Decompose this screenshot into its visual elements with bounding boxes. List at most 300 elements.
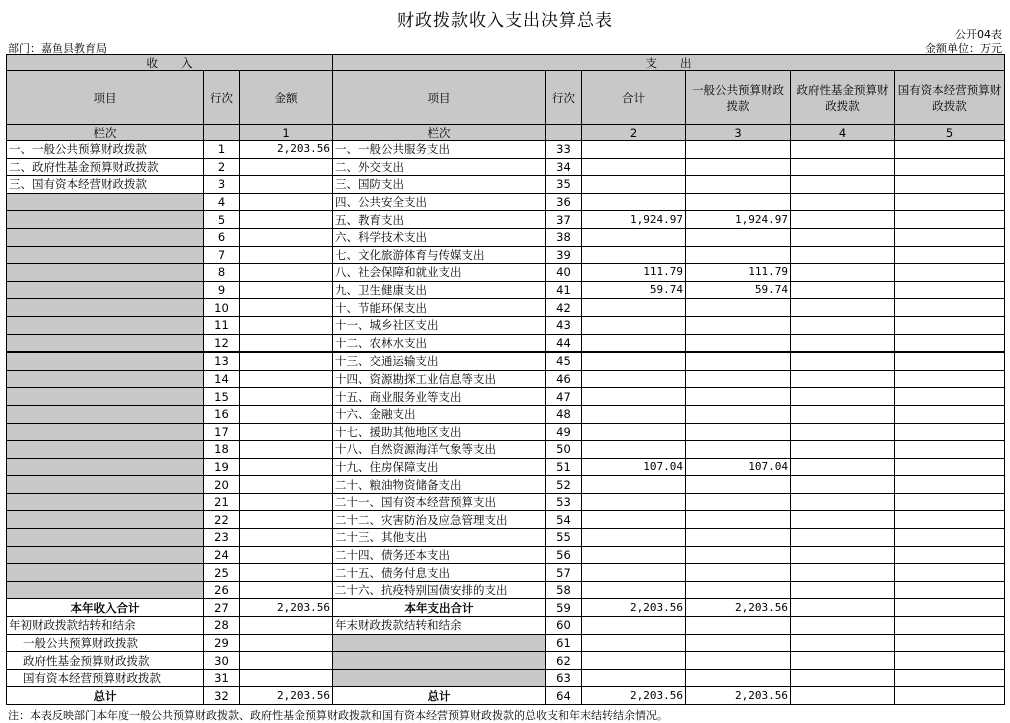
state-capital-cell	[895, 458, 1005, 476]
expense-total-cell	[582, 546, 686, 564]
general-budget-cell	[686, 652, 791, 670]
expense-row-no-header: 行次	[546, 71, 582, 125]
state-capital-cell	[895, 669, 1005, 687]
state-capital-cell	[895, 441, 1005, 459]
general-budget-cell	[686, 176, 791, 194]
expense-row-no-cell: 63	[546, 669, 582, 687]
expense-total-cell	[582, 334, 686, 352]
income-item-cell	[7, 193, 204, 211]
fund-budget-cell	[791, 687, 895, 705]
header-row-sections	[7, 55, 1005, 71]
income-amount-cell	[240, 158, 333, 176]
header-row-col-index	[7, 125, 1005, 141]
income-amount-cell	[240, 458, 333, 476]
col-label-income: 栏次	[7, 125, 204, 141]
state-capital-cell	[895, 405, 1005, 423]
fund-budget-cell	[791, 652, 895, 670]
expense-item-cell: 十三、交通运输支出	[333, 352, 546, 370]
income-item-cell: 本年收入合计	[7, 599, 204, 617]
expense-item-cell: 十一、城乡社区支出	[333, 316, 546, 334]
state-capital-cell	[895, 370, 1005, 388]
income-row-no-cell: 4	[204, 193, 240, 211]
expense-item-cell: 三、国防支出	[333, 176, 546, 194]
income-row-no-cell: 11	[204, 316, 240, 334]
expense-total-cell	[582, 158, 686, 176]
expense-total-cell	[582, 299, 686, 317]
general-budget-header: 一般公共预算财政拨款	[686, 71, 791, 125]
income-amount-cell	[240, 405, 333, 423]
expense-row-no-cell: 47	[546, 388, 582, 406]
form-code: 公开04表	[955, 28, 1002, 41]
state-capital-cell	[895, 617, 1005, 635]
income-item-cell: 二、政府性基金预算财政拨款	[7, 158, 204, 176]
expense-row-no-cell: 43	[546, 316, 582, 334]
expense-row-no-cell: 50	[546, 441, 582, 459]
expense-item-cell: 二、外交支出	[333, 158, 546, 176]
income-row-no-cell: 8	[204, 264, 240, 282]
expense-row-no-cell: 54	[546, 511, 582, 529]
fund-budget-cell	[791, 476, 895, 494]
general-budget-cell	[686, 299, 791, 317]
fund-budget-cell	[791, 158, 895, 176]
state-capital-cell	[895, 141, 1005, 159]
general-budget-cell	[686, 441, 791, 459]
expense-item-cell: 十、节能环保支出	[333, 299, 546, 317]
col-index-1: 1	[240, 125, 333, 141]
expense-row-no-cell: 35	[546, 176, 582, 194]
fund-budget-cell	[791, 546, 895, 564]
fund-budget-cell	[791, 581, 895, 599]
fund-budget-cell	[791, 299, 895, 317]
expense-item-cell: 二十一、国有资本经营预算支出	[333, 493, 546, 511]
income-amount-cell	[240, 211, 333, 229]
expense-section-header: 支 出	[333, 55, 1005, 71]
income-row-no-cell: 6	[204, 228, 240, 246]
expense-total-cell	[582, 176, 686, 194]
general-budget-cell	[686, 581, 791, 599]
income-amount-cell	[240, 669, 333, 687]
expense-item-cell: 八、社会保障和就业支出	[333, 264, 546, 282]
state-capital-cell	[895, 281, 1005, 299]
general-budget-cell	[686, 388, 791, 406]
general-budget-cell	[686, 476, 791, 494]
fund-budget-cell	[791, 529, 895, 547]
income-item-cell	[7, 405, 204, 423]
income-item-cell	[7, 388, 204, 406]
department-label: 部门：嘉鱼县教育局	[8, 42, 107, 55]
income-amount-cell	[240, 529, 333, 547]
general-budget-cell	[686, 405, 791, 423]
income-amount-cell	[240, 581, 333, 599]
fund-budget-cell	[791, 423, 895, 441]
income-amount-cell	[240, 634, 333, 652]
general-budget-cell: 1,924.97	[686, 211, 791, 229]
general-budget-cell	[686, 158, 791, 176]
income-item-cell	[7, 511, 204, 529]
income-amount-cell	[240, 246, 333, 264]
state-capital-cell	[895, 176, 1005, 194]
expense-row-no-cell: 38	[546, 228, 582, 246]
income-row-no-cell: 24	[204, 546, 240, 564]
expense-total-cell: 1,924.97	[582, 211, 686, 229]
table-row	[7, 299, 1005, 317]
expense-item-cell: 十八、自然资源海洋气象等支出	[333, 441, 546, 459]
expense-row-no-cell: 58	[546, 581, 582, 599]
income-amount-cell	[240, 176, 333, 194]
general-budget-cell	[686, 546, 791, 564]
income-row-no-cell: 16	[204, 405, 240, 423]
fund-budget-cell	[791, 388, 895, 406]
income-row-no-cell: 21	[204, 493, 240, 511]
fiscal-table	[6, 54, 1005, 705]
general-budget-cell	[686, 493, 791, 511]
state-capital-cell	[895, 634, 1005, 652]
table-row	[7, 511, 1005, 529]
state-capital-cell	[895, 228, 1005, 246]
general-budget-cell	[686, 529, 791, 547]
income-amount-cell	[240, 334, 333, 352]
state-capital-cell	[895, 264, 1005, 282]
expense-item-cell: 五、教育支出	[333, 211, 546, 229]
report-title: 财政拨款收入支出决算总表	[397, 11, 613, 31]
fund-budget-cell	[791, 599, 895, 617]
total-header: 合计	[582, 71, 686, 125]
income-amount-cell: 2,203.56	[240, 687, 333, 705]
expense-item-cell: 一、一般公共服务支出	[333, 141, 546, 159]
expense-item-cell: 十四、资源勘探工业信息等支出	[333, 370, 546, 388]
general-budget-cell: 107.04	[686, 458, 791, 476]
income-item-cell: 政府性基金预算财政拨款	[7, 652, 204, 670]
expense-total-cell	[582, 476, 686, 494]
income-section-header: 收 入	[7, 55, 333, 71]
income-amount-cell	[240, 264, 333, 282]
expense-item-cell: 二十二、灾害防治及应急管理支出	[333, 511, 546, 529]
income-row-no-cell: 23	[204, 529, 240, 547]
income-amount-cell	[240, 370, 333, 388]
expense-row-no-cell: 48	[546, 405, 582, 423]
expense-row-no-cell: 37	[546, 211, 582, 229]
fund-budget-cell	[791, 246, 895, 264]
fund-budget-cell	[791, 493, 895, 511]
table-row	[7, 493, 1005, 511]
fund-budget-cell	[791, 228, 895, 246]
state-capital-cell	[895, 211, 1005, 229]
table-row	[7, 546, 1005, 564]
expense-total-cell	[582, 493, 686, 511]
fund-budget-cell	[791, 211, 895, 229]
income-row-no-cell: 13	[204, 352, 240, 370]
income-row-no-cell: 25	[204, 564, 240, 582]
income-row-no-cell: 10	[204, 299, 240, 317]
col-index-3: 3	[686, 125, 791, 141]
income-amount-cell	[240, 652, 333, 670]
unit-label: 金额单位：万元	[925, 42, 1002, 55]
income-row-no-cell: 9	[204, 281, 240, 299]
expense-item-cell: 总计	[333, 687, 546, 705]
expense-row-no-cell: 62	[546, 652, 582, 670]
table-row	[7, 211, 1005, 229]
table-row	[7, 352, 1005, 370]
income-item-cell	[7, 546, 204, 564]
table-row	[7, 334, 1005, 352]
expense-row-no-cell: 51	[546, 458, 582, 476]
table-row	[7, 405, 1005, 423]
general-budget-cell	[686, 617, 791, 635]
state-capital-cell	[895, 423, 1005, 441]
table-row	[7, 441, 1005, 459]
state-capital-cell	[895, 529, 1005, 547]
col-index-4: 4	[791, 125, 895, 141]
income-row-no-cell: 18	[204, 441, 240, 459]
expense-item-cell: 四、公共安全支出	[333, 193, 546, 211]
expense-total-cell	[582, 634, 686, 652]
state-capital-cell	[895, 193, 1005, 211]
income-row-no-cell: 26	[204, 581, 240, 599]
expense-item-cell: 十六、金融支出	[333, 405, 546, 423]
table-row	[7, 687, 1005, 705]
expense-item-cell: 二十五、债务付息支出	[333, 564, 546, 582]
general-budget-cell: 2,203.56	[686, 599, 791, 617]
general-budget-cell	[686, 370, 791, 388]
expense-item-cell: 本年支出合计	[333, 599, 546, 617]
general-budget-cell	[686, 511, 791, 529]
table-row	[7, 370, 1005, 388]
expense-item-cell: 十九、住房保障支出	[333, 458, 546, 476]
fund-budget-cell	[791, 352, 895, 370]
general-budget-cell: 2,203.56	[686, 687, 791, 705]
expense-item-header: 项目	[333, 71, 546, 125]
income-amount-cell: 2,203.56	[240, 141, 333, 159]
state-capital-cell	[895, 476, 1005, 494]
expense-row-no-cell: 36	[546, 193, 582, 211]
col-index-5: 5	[895, 125, 1005, 141]
table-row	[7, 264, 1005, 282]
fund-budget-cell	[791, 617, 895, 635]
general-budget-cell: 59.74	[686, 281, 791, 299]
expense-item-cell: 二十、粮油物资储备支出	[333, 476, 546, 494]
state-capital-cell	[895, 687, 1005, 705]
income-item-cell	[7, 264, 204, 282]
income-amount-cell	[240, 617, 333, 635]
income-item-cell	[7, 352, 204, 370]
income-item-cell	[7, 529, 204, 547]
expense-row-no-cell: 40	[546, 264, 582, 282]
expense-total-cell: 2,203.56	[582, 687, 686, 705]
state-capital-cell	[895, 334, 1005, 352]
expense-total-cell	[582, 246, 686, 264]
state-capital-cell	[895, 388, 1005, 406]
expense-total-cell	[582, 652, 686, 670]
expense-item-cell	[333, 669, 546, 687]
expense-total-cell: 2,203.56	[582, 599, 686, 617]
expense-total-cell	[582, 441, 686, 459]
general-budget-cell	[686, 334, 791, 352]
income-row-no-cell: 5	[204, 211, 240, 229]
fund-budget-cell	[791, 141, 895, 159]
col-index-blank	[546, 125, 582, 141]
income-amount-cell	[240, 388, 333, 406]
state-capital-cell	[895, 158, 1005, 176]
expense-item-cell: 十五、商业服务业等支出	[333, 388, 546, 406]
expense-row-no-cell: 42	[546, 299, 582, 317]
state-capital-cell	[895, 352, 1005, 370]
state-capital-cell	[895, 299, 1005, 317]
table-row	[7, 228, 1005, 246]
income-row-no-cell: 19	[204, 458, 240, 476]
table-row	[7, 281, 1005, 299]
income-row-no-cell: 2	[204, 158, 240, 176]
expense-total-cell: 59.74	[582, 281, 686, 299]
expense-row-no-cell: 44	[546, 334, 582, 352]
income-item-cell	[7, 246, 204, 264]
fund-budget-cell	[791, 281, 895, 299]
state-capital-cell	[895, 546, 1005, 564]
general-budget-cell	[686, 423, 791, 441]
income-amount-cell	[240, 352, 333, 370]
expense-row-no-cell: 59	[546, 599, 582, 617]
income-row-no-cell: 7	[204, 246, 240, 264]
expense-item-cell: 二十六、抗疫特别国债安排的支出	[333, 581, 546, 599]
expense-row-no-cell: 56	[546, 546, 582, 564]
expense-total-cell	[582, 581, 686, 599]
state-capital-cell	[895, 246, 1005, 264]
table-row	[7, 246, 1005, 264]
income-row-no-cell: 32	[204, 687, 240, 705]
expense-total-cell	[582, 193, 686, 211]
expense-row-no-cell: 41	[546, 281, 582, 299]
expense-row-no-cell: 55	[546, 529, 582, 547]
expense-total-cell	[582, 352, 686, 370]
table-row	[7, 423, 1005, 441]
expense-row-no-cell: 39	[546, 246, 582, 264]
expense-item-cell	[333, 634, 546, 652]
state-capital-cell	[895, 652, 1005, 670]
income-item-cell	[7, 423, 204, 441]
general-budget-cell	[686, 352, 791, 370]
table-row	[7, 564, 1005, 582]
income-row-no-cell: 27	[204, 599, 240, 617]
table-row	[7, 316, 1005, 334]
fund-budget-cell	[791, 564, 895, 582]
col-index-blank	[204, 125, 240, 141]
expense-total-cell: 107.04	[582, 458, 686, 476]
income-item-cell: 总计	[7, 687, 204, 705]
general-budget-cell	[686, 141, 791, 159]
income-row-no-cell: 3	[204, 176, 240, 194]
income-row-no-cell: 31	[204, 669, 240, 687]
income-row-no-cell: 14	[204, 370, 240, 388]
fund-budget-cell	[791, 334, 895, 352]
income-item-cell	[7, 581, 204, 599]
table-row	[7, 158, 1005, 176]
expense-item-cell: 九、卫生健康支出	[333, 281, 546, 299]
table-row	[7, 529, 1005, 547]
income-item-cell	[7, 493, 204, 511]
income-amount-cell	[240, 546, 333, 564]
state-capital-cell	[895, 511, 1005, 529]
income-item-header: 项目	[7, 71, 204, 125]
income-item-cell	[7, 476, 204, 494]
general-budget-cell	[686, 228, 791, 246]
expense-row-no-cell: 61	[546, 634, 582, 652]
expense-row-no-cell: 45	[546, 352, 582, 370]
expense-total-cell	[582, 423, 686, 441]
income-row-no-cell: 1	[204, 141, 240, 159]
general-budget-cell	[686, 564, 791, 582]
state-capital-cell	[895, 316, 1005, 334]
expense-row-no-cell: 64	[546, 687, 582, 705]
fund-budget-cell	[791, 405, 895, 423]
table-row	[7, 652, 1005, 670]
expense-item-cell: 七、文化旅游体育与传媒支出	[333, 246, 546, 264]
income-row-no-cell: 17	[204, 423, 240, 441]
income-item-cell	[7, 441, 204, 459]
table-row	[7, 388, 1005, 406]
expense-row-no-cell: 60	[546, 617, 582, 635]
income-row-no-cell: 20	[204, 476, 240, 494]
income-amount-cell	[240, 228, 333, 246]
fund-budget-cell	[791, 441, 895, 459]
fund-budget-cell	[791, 264, 895, 282]
col-index-2: 2	[582, 125, 686, 141]
expense-total-cell	[582, 316, 686, 334]
general-budget-cell	[686, 634, 791, 652]
expense-row-no-cell: 53	[546, 493, 582, 511]
expense-row-no-cell: 49	[546, 423, 582, 441]
fund-budget-cell	[791, 669, 895, 687]
fund-budget-cell	[791, 634, 895, 652]
fund-budget-header: 政府性基金预算财政拨款	[791, 71, 895, 125]
income-item-cell: 一、一般公共预算财政拨款	[7, 141, 204, 159]
income-item-cell	[7, 458, 204, 476]
expense-total-cell	[582, 564, 686, 582]
income-item-cell	[7, 228, 204, 246]
table-row	[7, 476, 1005, 494]
state-capital-header: 国有资本经营预算财政拨款	[895, 71, 1005, 125]
expense-row-no-cell: 34	[546, 158, 582, 176]
expense-total-cell: 111.79	[582, 264, 686, 282]
expense-item-cell: 十七、援助其他地区支出	[333, 423, 546, 441]
income-amount-cell	[240, 511, 333, 529]
general-budget-cell	[686, 316, 791, 334]
income-amount-cell	[240, 316, 333, 334]
income-amount-cell	[240, 423, 333, 441]
header-row-columns	[7, 71, 1005, 125]
income-item-cell: 年初财政拨款结转和结余	[7, 617, 204, 635]
expense-item-cell: 二十四、债务还本支出	[333, 546, 546, 564]
amount-header: 金额	[240, 71, 333, 125]
income-row-no-cell: 29	[204, 634, 240, 652]
table-row	[7, 176, 1005, 194]
expense-row-no-cell: 57	[546, 564, 582, 582]
expense-total-cell	[582, 141, 686, 159]
fund-budget-cell	[791, 316, 895, 334]
income-item-cell	[7, 281, 204, 299]
income-item-cell	[7, 334, 204, 352]
expense-total-cell	[582, 511, 686, 529]
table-row	[7, 193, 1005, 211]
income-item-cell: 国有资本经营预算财政拨款	[7, 669, 204, 687]
general-budget-cell	[686, 669, 791, 687]
expense-total-cell	[582, 529, 686, 547]
expense-total-cell	[582, 388, 686, 406]
table-row	[7, 634, 1005, 652]
income-item-cell: 一般公共预算财政拨款	[7, 634, 204, 652]
expense-total-cell	[582, 370, 686, 388]
general-budget-cell	[686, 193, 791, 211]
table-row	[7, 458, 1005, 476]
expense-item-cell: 二十三、其他支出	[333, 529, 546, 547]
